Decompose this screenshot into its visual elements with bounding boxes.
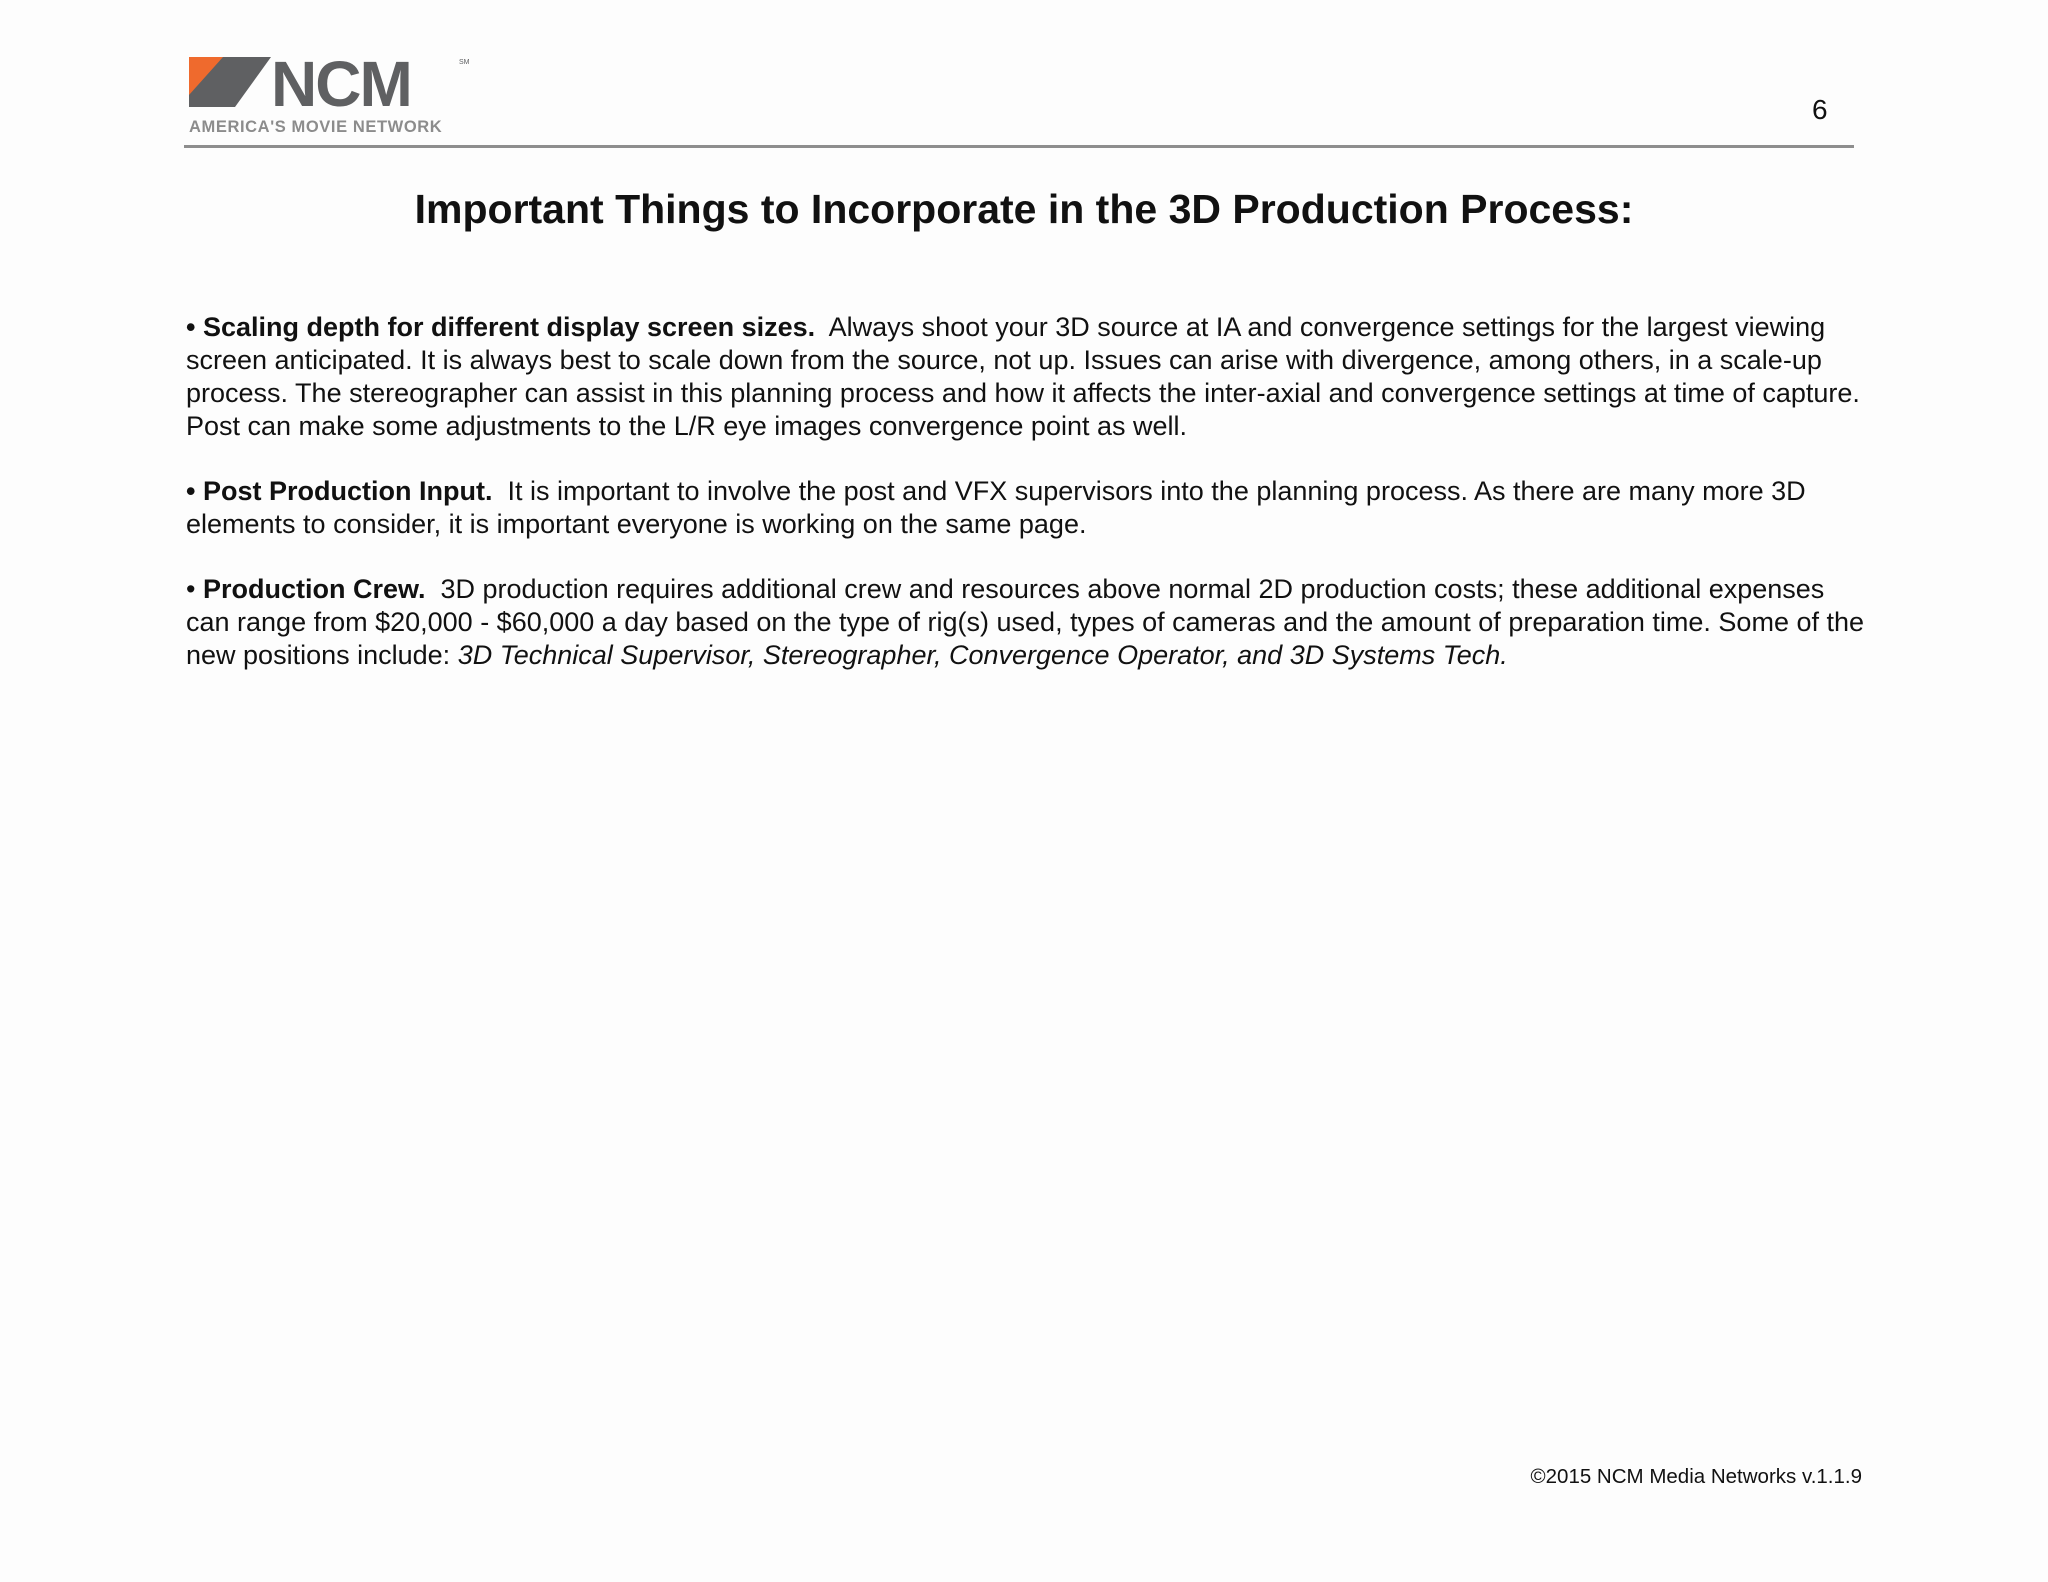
bullet-item-scaling-depth	[186, 311, 1866, 443]
bullet-heading	[186, 476, 492, 506]
svg-text:SM: SM	[459, 59, 470, 66]
bullet-marker: •	[186, 574, 196, 604]
bullet-positions-list: 3D Technical Supervisor, Stereographer, Convergence Operator, and 3D Systems Tech.	[457, 640, 1508, 670]
page-number: 6	[1812, 94, 1828, 125]
ncm-logo	[189, 55, 489, 140]
header-divider	[184, 145, 1854, 148]
bullet-body: Always shoot your 3D source at IA and convergence settings for the largest viewing screen anticipated. It is always best to scale down from the source, not up. Issues can arise with divergence, among others, in a scale-up process. The stereographer can assist in this planning process and how it affects the inter-axial and convergence settings at time of capture. Post can make some adjustments to the L/R eye images convergence point as well.	[186, 312, 1860, 441]
copyright-footer: ©2015 NCM Media Networks v.1.1.9	[1530, 1465, 1862, 1488]
bullet-body: 3D production requires additional crew and resources above normal 2D production costs; these additional expenses can range from $20,000 - $60,000 a day based on the type of rig(s) used, types of cameras and the amount of preparation time. Some of the new positions include:	[186, 574, 1865, 670]
svg-text:NCM: NCM	[271, 55, 411, 115]
page-title: Important Things to Incorporate in the 3D Production Process:	[414, 186, 1634, 232]
bullet-heading-text: Post Production Input.	[202, 476, 493, 506]
logo-tagline: AMERICA'S MOVIE NETWORK	[189, 118, 443, 136]
bullet-body: It is important to involve the post and VFX supervisors into the planning process. As there are many more 3D elements to consider, it is important everyone is working on the same page.	[186, 476, 1806, 539]
bullet-item-post-production	[186, 475, 1866, 541]
bullet-list	[186, 311, 1866, 704]
ncm-logo-mark	[189, 55, 489, 115]
bullet-heading-text: Scaling depth for different display screen sizes.	[202, 312, 816, 342]
bullet-item-production-crew	[186, 573, 1866, 672]
bullet-marker: •	[186, 312, 196, 342]
bullet-heading	[186, 312, 815, 342]
bullet-marker: •	[186, 476, 196, 506]
bullet-heading-text: Production Crew.	[202, 574, 426, 604]
